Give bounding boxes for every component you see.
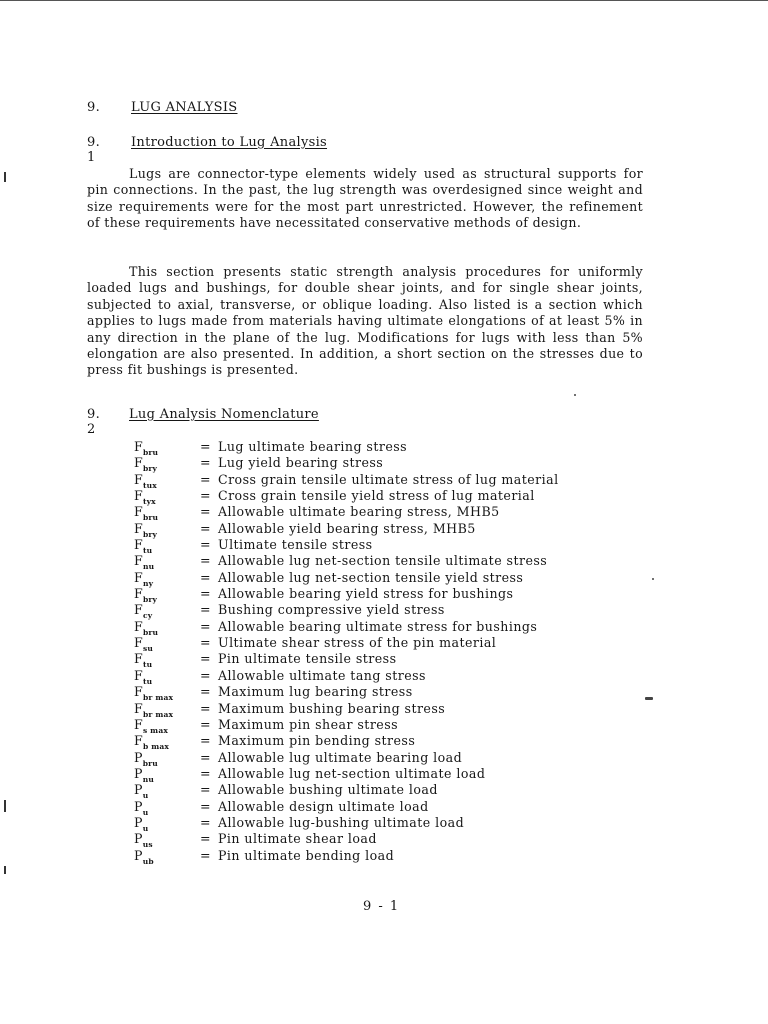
equals-sign: =: [200, 504, 211, 520]
equals-sign: =: [200, 716, 211, 732]
symbol-subscript: bru: [142, 758, 158, 768]
symbol-letter: F: [134, 520, 143, 536]
symbol-subscript: tu: [142, 660, 153, 670]
nomenclature-definition: Allowable lug-bushing ultimate load: [218, 814, 465, 830]
scan-margin-mark: [4, 172, 6, 182]
symbol-letter: F: [134, 586, 143, 602]
equals-sign: =: [200, 814, 211, 830]
scan-speck: [645, 697, 653, 700]
nomenclature-definition: Maximum pin bending stress: [218, 733, 416, 749]
symbol-subscript: tu: [142, 546, 153, 556]
symbol-subscript: bry: [142, 595, 158, 605]
symbol-letter: F: [134, 488, 143, 504]
symbol-letter: F: [134, 667, 143, 683]
symbol-letter: P: [134, 814, 143, 830]
symbol-letter: F: [134, 733, 143, 749]
section-title: LUG ANALYSIS: [131, 100, 238, 115]
equals-sign: =: [200, 798, 211, 814]
symbol-letter: F: [134, 651, 143, 667]
symbol-letter: F: [134, 455, 143, 471]
nomenclature-definition: Pin ultimate bending load: [218, 847, 395, 863]
symbol-letter: F: [134, 471, 143, 487]
equals-sign: =: [200, 618, 211, 634]
scan-speck: [574, 394, 576, 396]
nomenclature-symbol: [134, 848, 194, 866]
symbol-subscript: u: [142, 807, 149, 817]
symbol-letter: F: [134, 716, 143, 732]
nomenclature-definition: Allowable ultimate bearing stress, MHB5: [218, 504, 500, 520]
symbol-letter: F: [134, 537, 143, 553]
symbol-letter: F: [134, 602, 143, 618]
intro-paragraph: [87, 166, 643, 232]
nomenclature-definition: Allowable lug net-section tensile ultimate stress: [218, 553, 548, 569]
symbol-subscript: bry: [142, 529, 158, 539]
symbol-subscript: nu: [142, 774, 154, 784]
scan-speck: [652, 578, 654, 580]
symbol-subscript: cy: [142, 611, 153, 621]
scan-border-line: [0, 0, 768, 1]
symbol-subscript: su: [142, 644, 154, 654]
symbol-subscript: bru: [142, 448, 159, 457]
symbol-subscript: u: [142, 791, 149, 801]
nomenclature-definition: Maximum pin shear stress: [218, 716, 399, 732]
nomenclature-definition: Allowable ultimate tang stress: [218, 667, 426, 683]
symbol-letter: P: [134, 782, 143, 798]
symbol-subscript: s max: [142, 725, 169, 735]
symbol-subscript: nu: [142, 562, 155, 572]
symbol-subscript: us: [142, 840, 153, 850]
equals-sign: =: [200, 684, 211, 700]
nomenclature-definition: Allowable bushing ultimate load: [218, 782, 438, 798]
symbol-subscript: bru: [142, 627, 159, 637]
nomenclature-definition: Allowable bearing ultimate stress for bushings: [218, 618, 538, 634]
symbol-letter: F: [134, 635, 143, 651]
equals-sign: =: [200, 700, 211, 716]
equals-sign: =: [200, 439, 211, 454]
symbol-subscript: ub: [142, 856, 154, 866]
paragraph-text: This section presents static strength analysis procedures for uniformly loaded lugs and bushings, for double shear joints, and for single shear joints, subjected to axial, transverse, or oblique loading. Also listed is a section which applies to lugs made from materials having ultimate elongations of at least 5% in any direction in the plane of the lug. Modifications for lugs with less than 5% elongation are also presented. In addition, a short section on the stresses due to press fit bushings is presented.: [87, 264, 643, 378]
symbol-subscript: tyx: [142, 497, 156, 507]
symbol-subscript: b max: [142, 742, 170, 752]
equals-sign: =: [200, 455, 211, 471]
nomenclature-definition: Pin ultimate tensile stress: [218, 651, 397, 667]
subsection-number: 9. 2: [87, 407, 101, 437]
nomenclature-definition: Allowable design ultimate load: [218, 798, 429, 814]
equals-sign: =: [200, 586, 211, 602]
subsection-title: Lug Analysis Nomenclature: [129, 407, 319, 422]
nomenclature-definition: Allowable bearing yield stress for bushings: [218, 586, 514, 602]
equals-sign: =: [200, 602, 211, 618]
equals-sign: =: [200, 635, 211, 651]
nomenclature-definition: Cross grain tensile yield stress of lug material: [218, 488, 535, 504]
equals-sign: =: [200, 782, 211, 798]
equals-sign: =: [200, 569, 211, 585]
symbol-letter: F: [134, 569, 143, 585]
symbol-letter: F: [134, 684, 143, 700]
symbol-letter: F: [134, 439, 143, 454]
subsection-title: Introduction to Lug Analysis: [131, 135, 328, 150]
symbol-subscript: ny: [142, 578, 154, 588]
nomenclature-definition: Allowable lug net-section ultimate load: [218, 765, 486, 781]
scan-margin-mark: [4, 866, 6, 874]
nomenclature-definition: Allowable lug ultimate bearing load: [218, 749, 463, 765]
symbol-letter: P: [134, 765, 143, 781]
symbol-subscript: tu: [142, 676, 153, 686]
nomenclature-definition: Bushing compressive yield stress: [218, 602, 445, 618]
paragraph-text: Lugs are connector-type elements widely used as structural supports for pin connections. In the past, the lug strength was overdesigned since weight and size requirements were for the most part unrestricted. However, the refinement of these requirements have necessitated conservative methods of design.: [87, 166, 643, 231]
section-number: 9.: [87, 100, 101, 115]
nomenclature-definition: Cross grain tensile ultimate stress of lug material: [218, 471, 559, 487]
equals-sign: =: [200, 667, 211, 683]
equals-sign: =: [200, 651, 211, 667]
page-number: 9 - 1: [363, 899, 400, 914]
symbol-letter: F: [134, 553, 143, 569]
symbol-subscript: br max: [142, 709, 174, 719]
nomenclature-definition: Allowable yield bearing stress, MHB5: [218, 520, 476, 536]
scan-margin-mark: [4, 800, 6, 812]
equals-sign: =: [200, 520, 211, 536]
symbol-letter: P: [134, 831, 143, 847]
nomenclature-definition: Maximum lug bearing stress: [218, 684, 413, 700]
symbol-subscript: bru: [142, 513, 159, 523]
equals-sign: =: [200, 733, 211, 749]
equals-sign: =: [200, 749, 211, 765]
symbol-subscript: br max: [142, 693, 174, 703]
equals-sign: =: [200, 471, 211, 487]
symbol-letter: F: [134, 504, 143, 520]
symbol-letter: P: [134, 847, 143, 863]
symbol-subscript: u: [142, 823, 149, 833]
nomenclature-definition: Ultimate tensile stress: [218, 537, 373, 553]
symbol-subscript: bry: [142, 464, 158, 474]
symbol-letter: F: [134, 700, 143, 716]
nomenclature-definition: Allowable lug net-section tensile yield stress: [218, 569, 524, 585]
equals-sign: =: [200, 831, 211, 847]
nomenclature-definition: Maximum bushing bearing stress: [218, 700, 446, 716]
symbol-letter: F: [134, 618, 143, 634]
scope-paragraph: [87, 264, 643, 379]
equals-sign: =: [200, 488, 211, 504]
symbol-letter: P: [134, 749, 143, 765]
equals-sign: =: [200, 847, 211, 863]
subsection-number: 9. 1: [87, 135, 101, 165]
equals-sign: =: [200, 765, 211, 781]
symbol-letter: P: [134, 798, 143, 814]
symbol-subscript: tux: [142, 480, 157, 490]
equals-sign: =: [200, 537, 211, 553]
nomenclature-definition: Pin ultimate shear load: [218, 831, 377, 847]
equals-sign: =: [200, 553, 211, 569]
nomenclature-definition: Lug yield bearing stress: [218, 455, 384, 471]
nomenclature-definition: Lug ultimate bearing stress: [218, 439, 408, 454]
nomenclature-definition: Ultimate shear stress of the pin material: [218, 635, 497, 651]
